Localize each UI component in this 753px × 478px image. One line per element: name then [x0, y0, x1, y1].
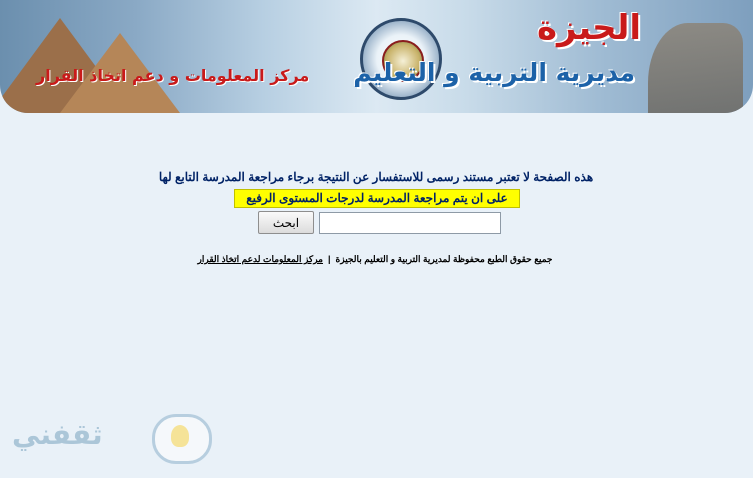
footer-separator: |	[328, 254, 331, 264]
header-banner	[0, 0, 753, 113]
lightbulb-icon	[171, 425, 189, 447]
sphinx-graphic	[648, 23, 743, 113]
copyright-text: جميع حقوق الطبع محفوظة لمديرية التربية و التعليم بالجيزة	[335, 254, 553, 264]
governorate-title: الجيزة	[536, 8, 641, 48]
directorate-title: مديرية التربية و التعليم	[353, 58, 635, 87]
watermark	[12, 414, 212, 464]
disclaimer-text: هذه الصفحة لا تعتبر مستند رسمى للاستفسار عن النتيجة برجاء مراجعة المدرسة التابع لها	[158, 170, 594, 184]
center-title: مركز المعلومات و دعم اتخاذ القرار	[36, 66, 310, 85]
lightbulb-cloud-icon	[152, 414, 212, 464]
footer	[160, 254, 590, 265]
highlight-notice: على ان يتم مراجعة المدرسة لدرجات المستوى الرفيع	[234, 189, 520, 208]
seat-number-input[interactable]	[319, 212, 501, 234]
info-center-link[interactable]: مركز المعلومات لدعم اتخاذ القرار	[197, 254, 323, 264]
search-button[interactable]: ابحث	[258, 211, 314, 234]
watermark-text: ثقفني	[12, 418, 103, 451]
